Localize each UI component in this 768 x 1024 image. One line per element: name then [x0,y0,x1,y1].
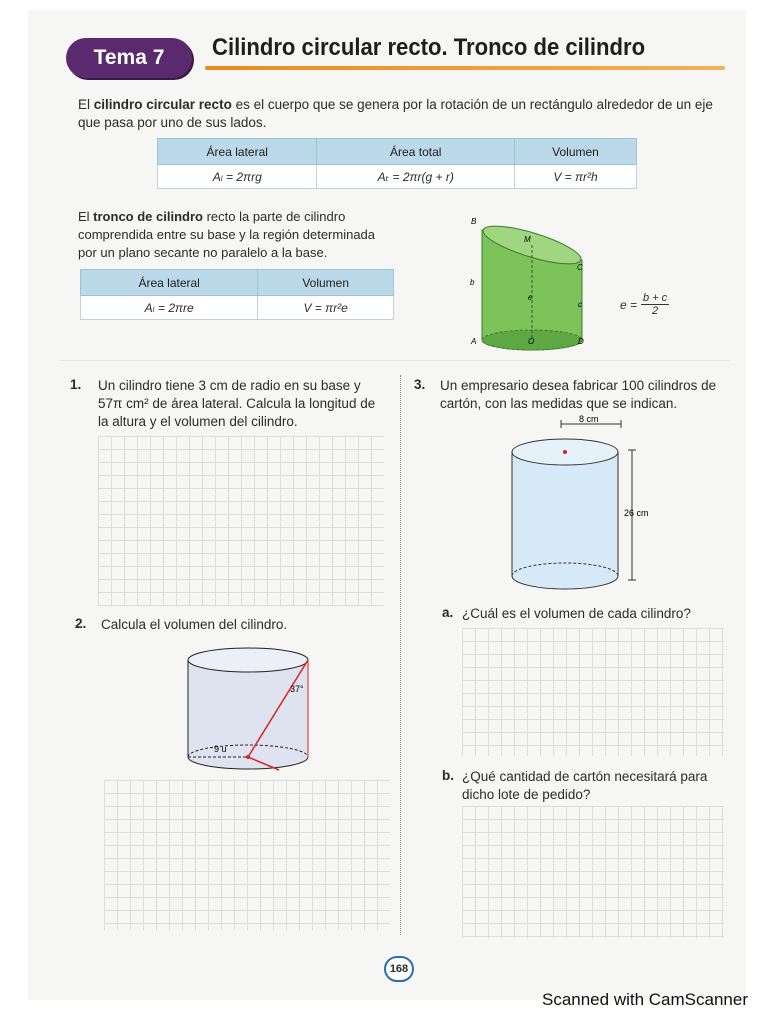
label-e: e [528,293,533,302]
tronco-term: tronco de cilindro [93,209,203,224]
topic-badge-label: Tema 7 [93,46,165,69]
tronco-text-before: El [78,209,94,224]
topic-badge [66,38,192,78]
table-cell: V = πr²e [258,296,394,320]
problem-number: 2. [75,616,87,631]
cylinder-formula-table [157,138,637,189]
formula-lhs: e = [620,297,638,312]
intro-paragraph [78,96,728,132]
label-O: O [528,337,535,346]
intro-term: cilindro circular recto [93,97,232,112]
diameter-label: 8 cm [579,414,599,424]
tronco-text-after: recto la parte de cilindro comprendida entre su base y la región determinada por un plano secante no paralelo a la base. [78,209,376,260]
tronco-figure [470,212,610,352]
answer-grid-2[interactable] [104,780,390,930]
tronco-formula-table [80,269,394,320]
formula-fraction [641,292,669,317]
problem-number: 1. [70,377,82,392]
problem-2-text: Calcula el volumen del cilindro. [101,617,288,632]
problem-1-text: Un cilindro tiene 3 cm de radio en su base y 57π cm² de área lateral. Calcula la longitud de la altura y el volumen del cilindro. [98,378,376,429]
subquestion-letter: b. [442,768,454,783]
label-M: M [524,235,531,244]
label-D: D [578,337,584,346]
intro-text-after: es el cuerpo que se genera por la rotación de un rectángulo alrededor de un eje que pasa por uno de sus lados. [78,97,713,130]
label-A: A [471,337,477,346]
radius-label: 9 u [214,744,227,754]
page-number: 168 [384,956,414,982]
angle-label: 37° [290,684,304,694]
tronco-paragraph [78,208,396,262]
cylinder-top [188,648,308,672]
column-divider [400,375,401,935]
table-header: Área lateral [81,270,258,296]
intro-text-before: El [78,97,94,112]
table-header: Volumen [258,270,394,296]
problem-2-cylinder [184,642,314,772]
title-underline [205,66,725,70]
table-cell: Aₜ = 2πr(g + r) [317,165,515,189]
center-dot [246,755,250,759]
answer-grid-3a[interactable] [462,628,724,756]
table-cell: V = πr²h [515,165,637,189]
table-header: Volumen [515,139,637,165]
table-header: Área total [317,139,515,165]
answer-grid-3b[interactable] [462,806,724,938]
label-B: B [471,217,477,226]
label-c: c [578,300,582,309]
cylinder-body [188,660,308,769]
table-cell: Aₗ = 2πrg [158,165,317,189]
height-label: 26 cm [624,508,649,518]
center-dot [563,450,567,454]
subquestion-letter: a. [442,605,454,620]
table-header: Área lateral [158,139,317,165]
label-b: b [470,278,475,287]
e-formula [620,292,669,317]
cylinder-body [512,452,618,589]
formula-numerator: b + c [643,292,668,304]
formula-denominator: 2 [652,305,659,317]
subquestion-b-text: ¿Qué cantidad de cartón necesitará para dicho lote de pedido? [462,769,708,802]
problem-3-text: Un empresario desea fabricar 100 cilindros de cartón, con las medidas que se indican. [440,378,717,411]
section-divider [60,360,730,361]
subquestion-a-text: ¿Cuál es el volumen de cada cilindro? [462,606,691,621]
scanner-watermark: Scanned with CamScanner [541,990,748,1009]
answer-grid-1[interactable] [98,436,384,606]
label-C: C [577,263,583,272]
problem-number: 3. [414,377,426,392]
problem-3-cylinder [506,414,656,589]
page-title: Cilindro circular recto. Tronco de cilindro [212,34,646,61]
table-cell: Aₗ = 2πre [81,296,258,320]
